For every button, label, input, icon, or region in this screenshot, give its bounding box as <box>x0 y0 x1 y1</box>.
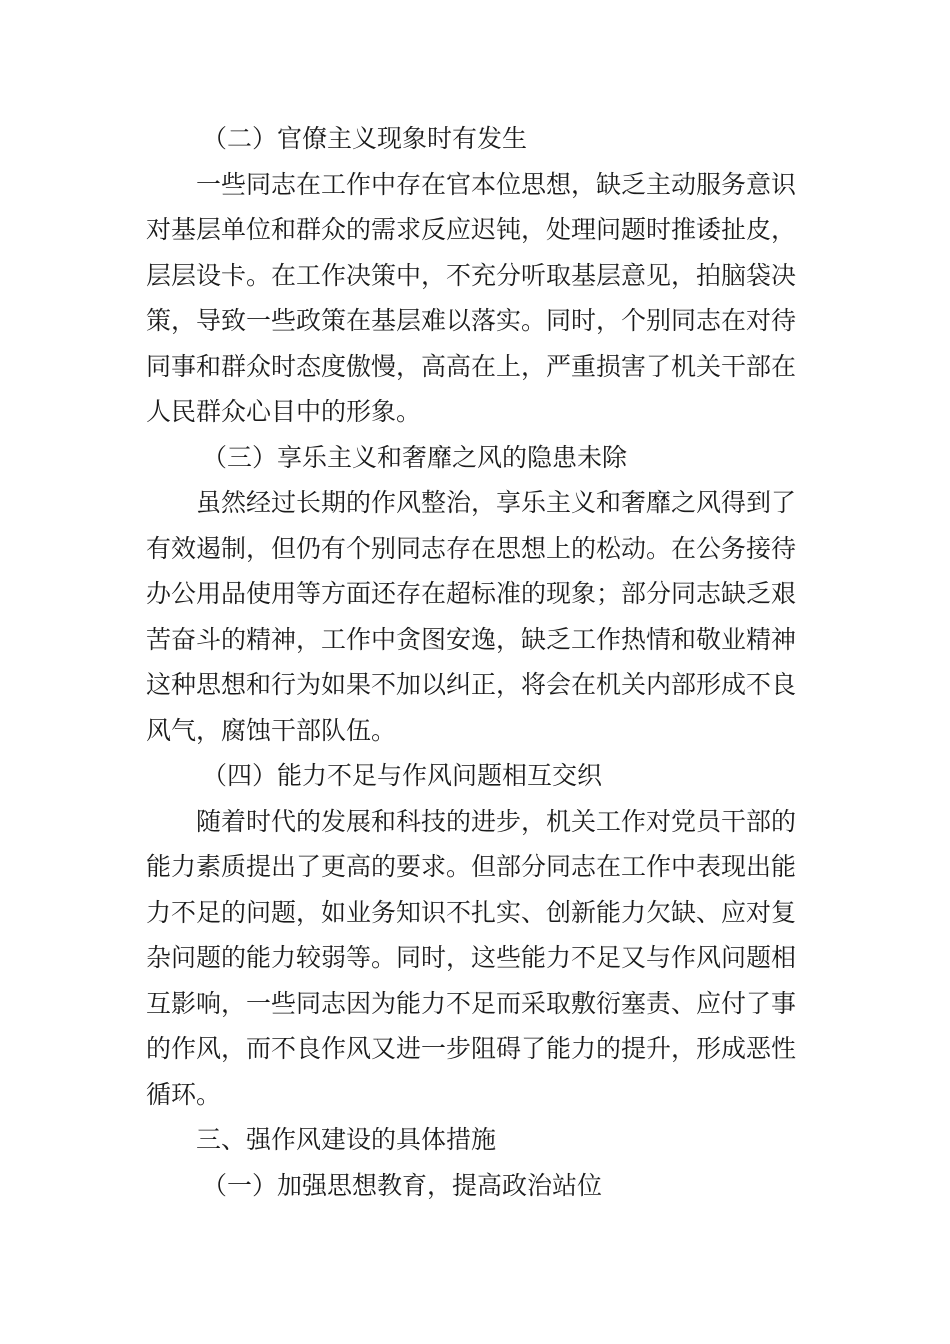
paragraph-line: 互影响，一些同志因为能力不足而采取敷衍塞责、应付了事 <box>146 988 797 1018</box>
paragraph-line: 能力素质提出了更高的要求。但部分同志在工作中表现出能 <box>146 852 797 881</box>
paragraph-line: 风气，腐蚀干部队伍。 <box>146 715 397 745</box>
paragraph-line: 力不足的问题，如业务知识不扎实、创新能力欠缺、应对复 <box>146 897 797 927</box>
paragraph-line: 办公用品使用等方面还存在超标准的现象；部分同志缺乏艰 <box>146 579 797 608</box>
paragraph-line: 虽然经过长期的作风整治，享乐主义和奢靡之风得到了 <box>196 488 797 517</box>
section-heading-3: （三）享乐主义和奢靡之风的隐患未除 <box>202 442 628 472</box>
paragraph-line: 循环。 <box>146 1079 222 1109</box>
paragraph-line: 苦奋斗的精神，工作中贪图安逸，缺乏工作热情和敬业精神 <box>146 624 797 654</box>
paragraph-line: 层层设卡。在工作决策中，不充分听取基层意见，拍脑袋决 <box>146 260 797 290</box>
paragraph-line: 有效遏制，但仍有个别同志存在思想上的松动。在公务接待 <box>146 533 797 563</box>
paragraph-line: 随着时代的发展和科技的进步，机关工作对党员干部的 <box>196 806 797 836</box>
paragraph-line: 一些同志在工作中存在官本位思想，缺乏主动服务意识 <box>196 169 797 199</box>
section-heading-2: （二）官僚主义现象时有发生 <box>202 124 528 153</box>
section-heading-4: （四）能力不足与作风问题相互交织 <box>202 761 603 790</box>
paragraph-line: 同事和群众时态度傲慢，高高在上，严重损害了机关干部在 <box>146 351 797 381</box>
document-body <box>146 116 806 1208</box>
paragraph-line: 人民群众心目中的形象。 <box>146 397 422 426</box>
part-heading: 三、强作风建设的具体措施 <box>196 1125 497 1154</box>
paragraph-line: 的作风，而不良作风又进一步阻碍了能力的提升，形成恶性 <box>146 1034 797 1063</box>
paragraph-line: 策，导致一些政策在基层难以落实。同时，个别同志在对待 <box>146 306 797 335</box>
paragraph-line: 杂问题的能力较弱等。同时，这些能力不足又与作风问题相 <box>146 943 797 972</box>
sub-heading: （一）加强思想教育，提高政治站位 <box>202 1170 603 1200</box>
paragraph-line: 这种思想和行为如果不加以纠正，将会在机关内部形成不良 <box>146 670 797 699</box>
paragraph-line: 对基层单位和群众的需求反应迟钝，处理问题时推诿扯皮， <box>146 215 797 244</box>
